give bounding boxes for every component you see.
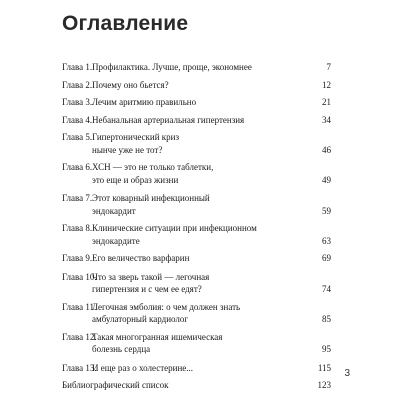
toc-entry (62, 362, 331, 375)
page-ref: 85 (322, 314, 331, 324)
toc-entry (62, 301, 331, 326)
chapter-label: Глава 6. (62, 162, 93, 172)
chapter-title: Лечим аритмию правильно (92, 97, 197, 107)
page-ref: 74 (322, 284, 331, 294)
chapter-label: Глава 7. (62, 193, 93, 203)
page-ref: 34 (322, 114, 331, 125)
chapter-label: Глава 13. (62, 362, 97, 373)
chapter-title: Библиографический список (62, 380, 169, 390)
toc-entry (62, 114, 331, 127)
chapter-title: Клинические ситуации при инфекционном эндокардите (92, 223, 257, 246)
toc-entry (62, 379, 331, 392)
chapter-title: Небанальная артериальная гипертензия (92, 114, 245, 125)
chapter-title: Профилактика. Лучше, проще, экономнее (92, 62, 252, 72)
page-ref: 46 (322, 144, 331, 155)
chapter-title: Его величество варфарин (92, 253, 190, 263)
page-ref: 115 (317, 362, 331, 373)
chapter-label: Глава 5. (62, 132, 93, 142)
chapter-title: Этот коварный инфекционный эндокардит (92, 193, 210, 216)
chapter-title: Гипертонический криз нынче уже не тот? (92, 132, 180, 155)
chapter-label: Глава 8. (62, 223, 93, 233)
page-ref: 123 (317, 380, 331, 390)
page-ref: 95 (322, 344, 331, 354)
page-ref: 7 (326, 62, 331, 72)
chapter-title: Легочная эмболия: о чем должен знать амбулаторный кардиолог (92, 301, 241, 324)
chapter-label: Глава 4. (62, 114, 93, 125)
chapter-title: Что за зверь такой — легочная гипертензия и с чем ее едят? (92, 271, 210, 294)
toc-entry (62, 96, 331, 109)
page-ref: 69 (322, 253, 331, 263)
chapter-label: Глава 3. (62, 97, 93, 107)
chapter-label: Глава 10. (62, 271, 97, 282)
chapter-label: Глава 9. (62, 253, 93, 263)
chapter-label: Глава 11. (62, 301, 97, 312)
chapter-title: ХСН — это не только таблетки, это еще и образ жизни (92, 162, 214, 185)
toc-entry (62, 271, 331, 296)
toc-entry (62, 331, 331, 356)
toc-entry (62, 61, 331, 74)
page-ref: 12 (322, 79, 331, 90)
chapter-title: Такая многогранная ишемическая болезнь сердца (92, 331, 223, 354)
chapter-title: Почему оно бьется? (92, 79, 169, 90)
toc-entry (62, 252, 331, 265)
page-ref: 21 (322, 97, 331, 107)
page-number: 3 (344, 368, 350, 379)
chapter-label: Глава 2. (62, 79, 93, 90)
page-title: Оглавление (62, 12, 189, 35)
toc-list (62, 61, 331, 392)
toc-entry (62, 79, 331, 92)
toc-entry (62, 131, 331, 156)
chapter-label: Глава 1. (62, 62, 93, 72)
toc-entry (62, 192, 331, 217)
page-ref: 59 (322, 205, 331, 216)
toc-entry (62, 161, 331, 186)
chapter-title: И еще раз о холестерине... (92, 362, 194, 373)
page-ref: 49 (322, 174, 331, 185)
page-ref: 63 (322, 235, 331, 246)
toc-entry (62, 222, 331, 247)
chapter-label: Глава 12. (62, 331, 97, 342)
